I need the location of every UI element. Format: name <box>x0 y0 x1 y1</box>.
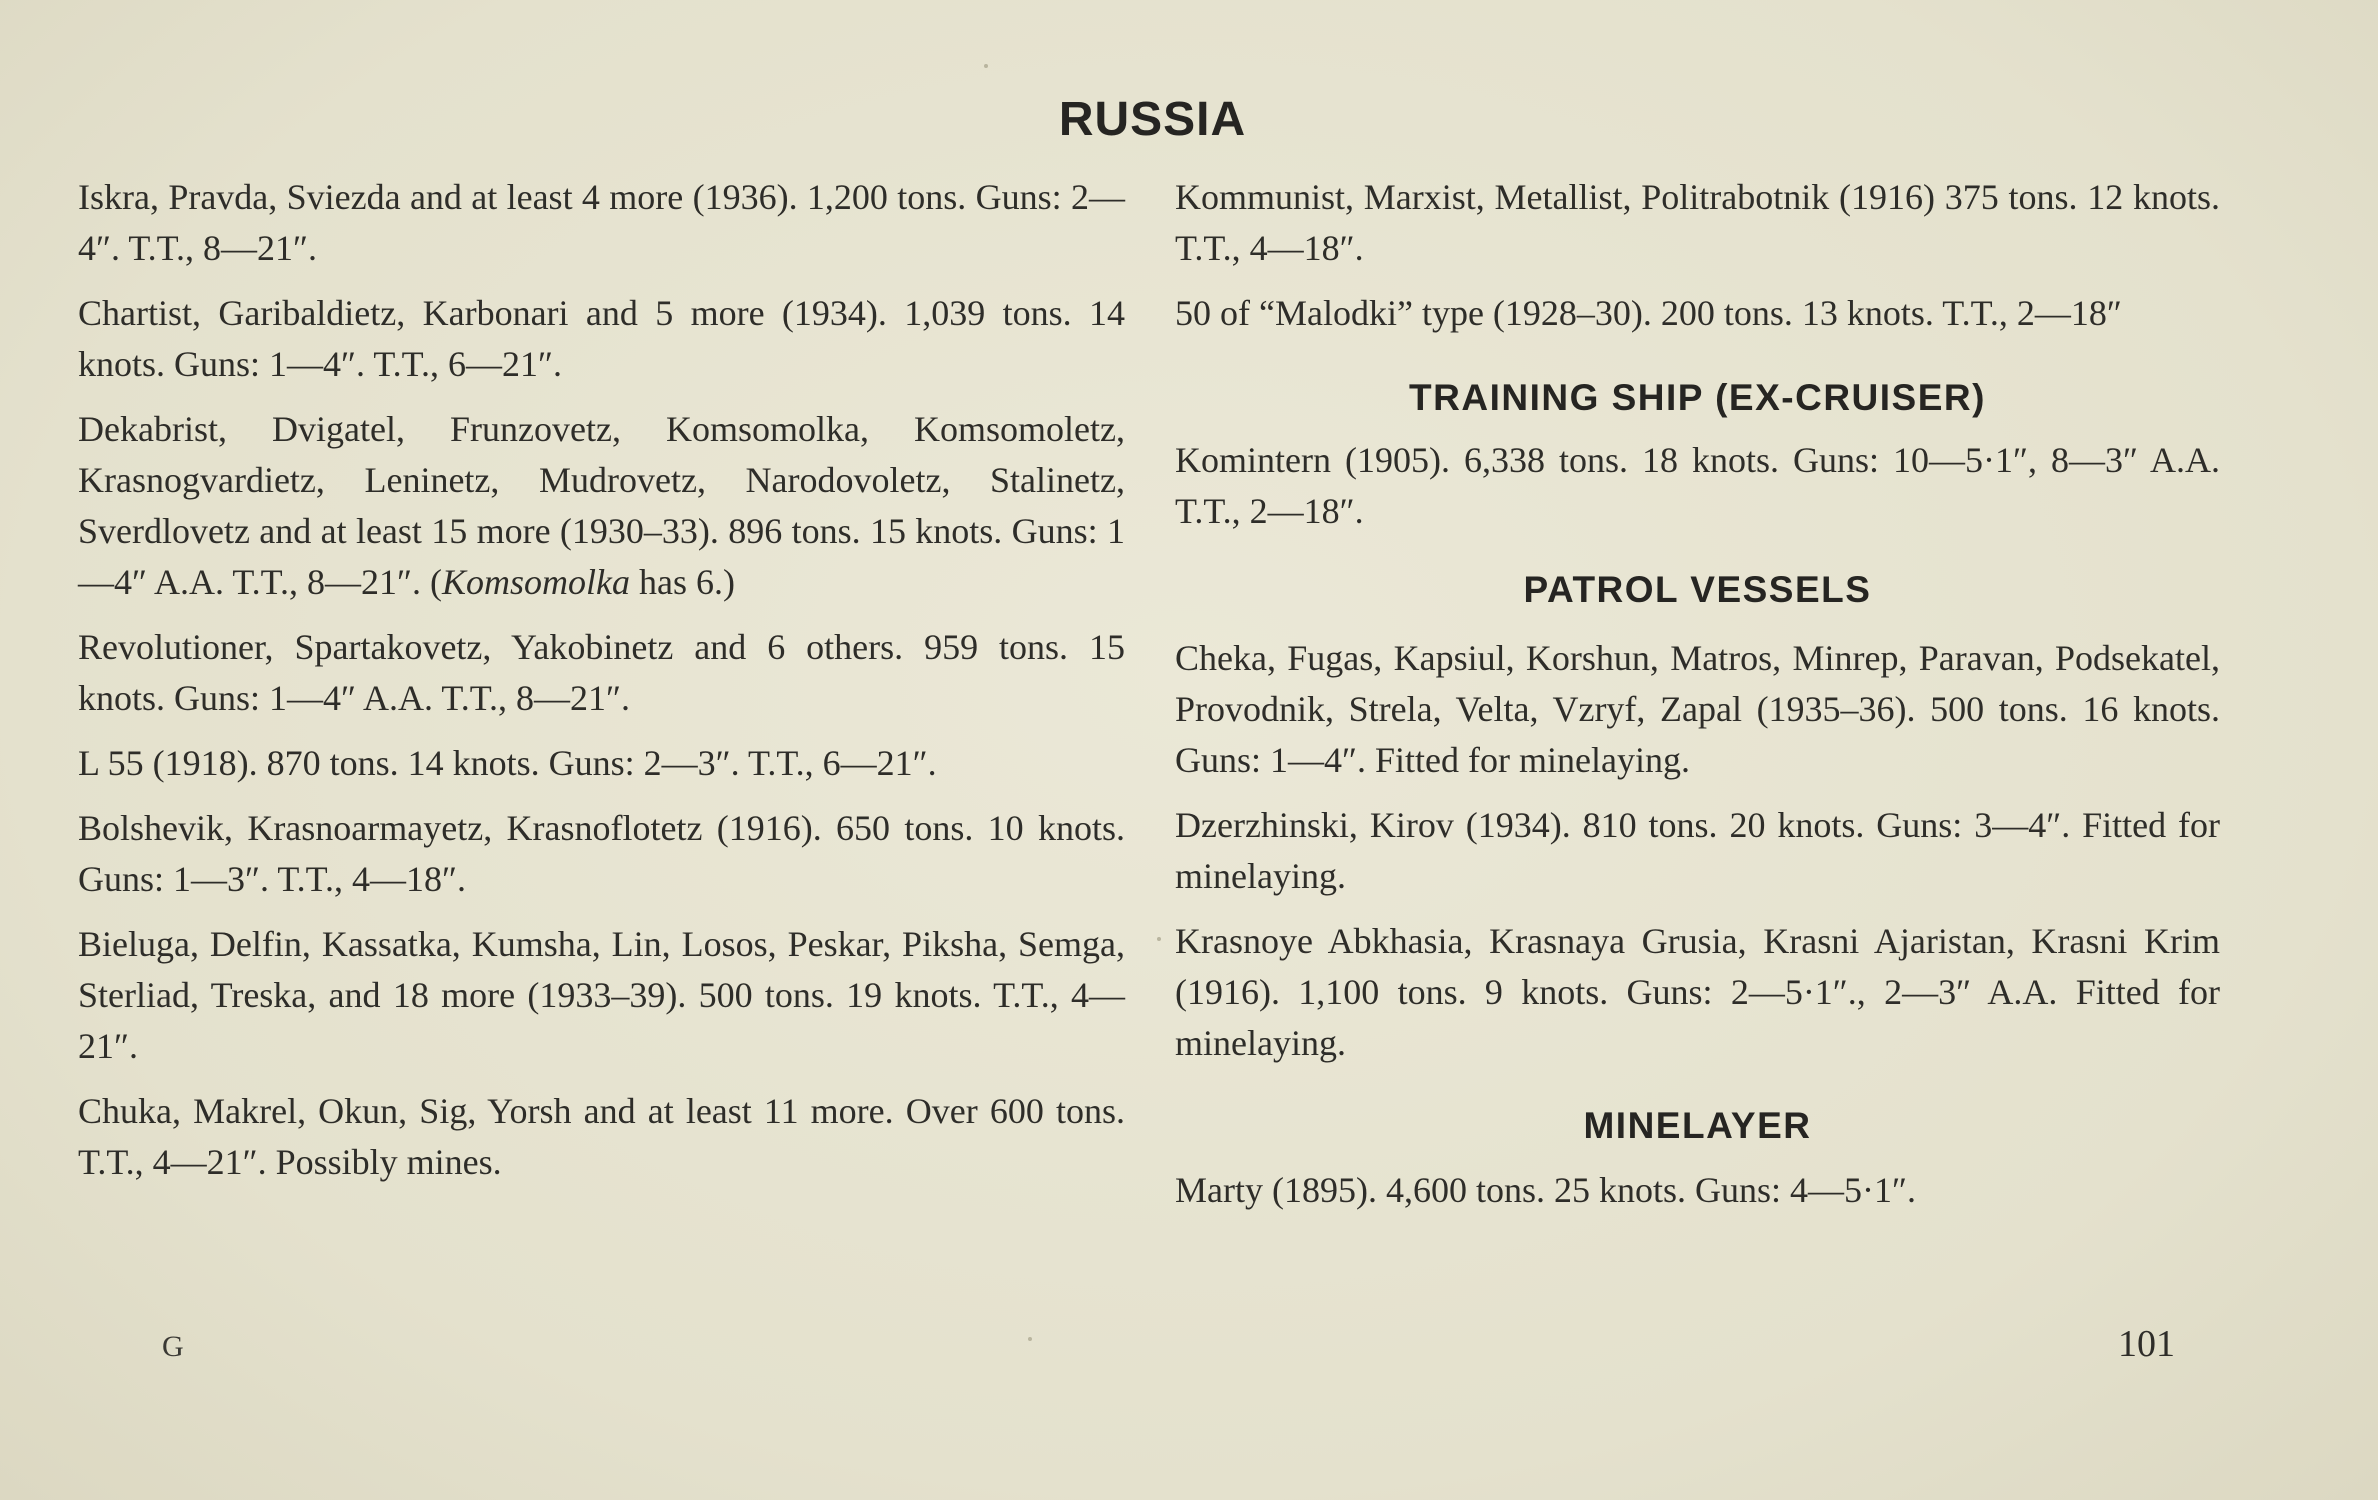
page-title: RUSSIA <box>1058 93 1247 146</box>
ship-entry-text: Dekabrist, Dvigatel, Frunzovetz, Komsomolka, Komsomoletz, Krasnogvardietz, Leninetz, Mudrovetz, Narodovoletz, Stalinetz, Sverdlovetz and at least 15 more (1930–33). 896 tons. 15 knots. Guns: 1—4″ A.A. T.T., 8—21″. ( <box>78 409 1125 602</box>
page-number: 101 <box>2118 1323 2175 1365</box>
ship-entry: Dzerzhinski, Kirov (1934). 810 tons. 20 knots. Guns: 3—4″. Fitted for minelaying. <box>1175 805 2220 896</box>
ship-entry: 50 of “Malodki” type (1928–30). 200 tons. 13 knots. T.T., 2—18″ <box>1175 293 2122 333</box>
ship-entry: Krasnoye Abkhasia, Krasnaya Grusia, Krasni Ajaristan, Krasni Krim (1916). 1,100 tons. 9 knots. Guns: 2—5·1″., 2—3″ A.A. Fitted for minelaying. <box>1175 921 2220 1063</box>
paper-fleck <box>1028 1337 1032 1341</box>
ship-entry: Kommunist, Marxist, Metallist, Politrabotnik (1916) 375 tons. 12 knots. T.T., 4—18″. <box>1175 177 2220 268</box>
ship-name-italic: Komsomolka <box>441 562 630 602</box>
ship-entry: Cheka, Fugas, Kapsiul, Korshun, Matros, Minrep, Paravan, Podsekatel, Provodnik, Strela, Velta, Vzryf, Zapal (1935–36). 500 tons. 16 knots. Guns: 1—4″. Fitted for minelaying. <box>1175 638 2220 780</box>
section-heading-training-ship: TRAINING SHIP (EX-CRUISER) <box>1409 377 1986 418</box>
ship-entry: Chartist, Garibaldietz, Karbonari and 5 more (1934). 1,039 tons. 14 knots. Guns: 1—4″. T.T., 6—21″. <box>78 293 1125 384</box>
ship-entry: Bolshevik, Krasnoarmayetz, Krasnoflotetz (1916). 650 tons. 10 knots. Guns: 1—3″. T.T., 4—18″. <box>78 808 1125 899</box>
left-column <box>78 172 1125 1202</box>
paper-fleck <box>984 64 988 68</box>
ship-entry: L 55 (1918). 870 tons. 14 knots. Guns: 2—3″. T.T., 6—21″. <box>78 743 937 783</box>
section-heading-patrol-vessels: PATROL VESSELS <box>1523 569 1872 610</box>
ship-entry: Bieluga, Delfin, Kassatka, Kumsha, Lin, Losos, Peskar, Piksha, Semga, Sterliad, Treska, and 18 more (1933–39). 500 tons. 19 knots. T.T., 4—21″. <box>78 924 1125 1066</box>
ship-entry: Chuka, Makrel, Okun, Sig, Yorsh and at least 11 more. Over 600 tons. T.T., 4—21″. Possibly mines. <box>78 1091 1125 1182</box>
section-heading-minelayer: MINELAYER <box>1583 1105 1812 1146</box>
ship-entry: Marty (1895). 4,600 tons. 25 knots. Guns: 4—5·1″. <box>1175 1170 1916 1210</box>
right-column <box>1175 172 2220 1230</box>
ship-entry <box>78 404 1125 608</box>
ship-entry: Revolutioner, Spartakovetz, Yakobinetz and 6 others. 959 tons. 15 knots. Guns: 1—4″ A.A. T.T., 8—21″. <box>78 627 1125 718</box>
ship-entry-tail: has 6.) <box>629 562 735 602</box>
ship-entry: Komintern (1905). 6,338 tons. 18 knots. Guns: 10—5·1″, 8—3″ A.A. T.T., 2—18″. <box>1175 440 2220 531</box>
signature-mark: G <box>162 1330 184 1363</box>
paper-fleck <box>1157 937 1161 941</box>
ship-entry: Iskra, Pravda, Sviezda and at least 4 more (1936). 1,200 tons. Guns: 2—4″. T.T., 8—21″. <box>78 177 1125 268</box>
